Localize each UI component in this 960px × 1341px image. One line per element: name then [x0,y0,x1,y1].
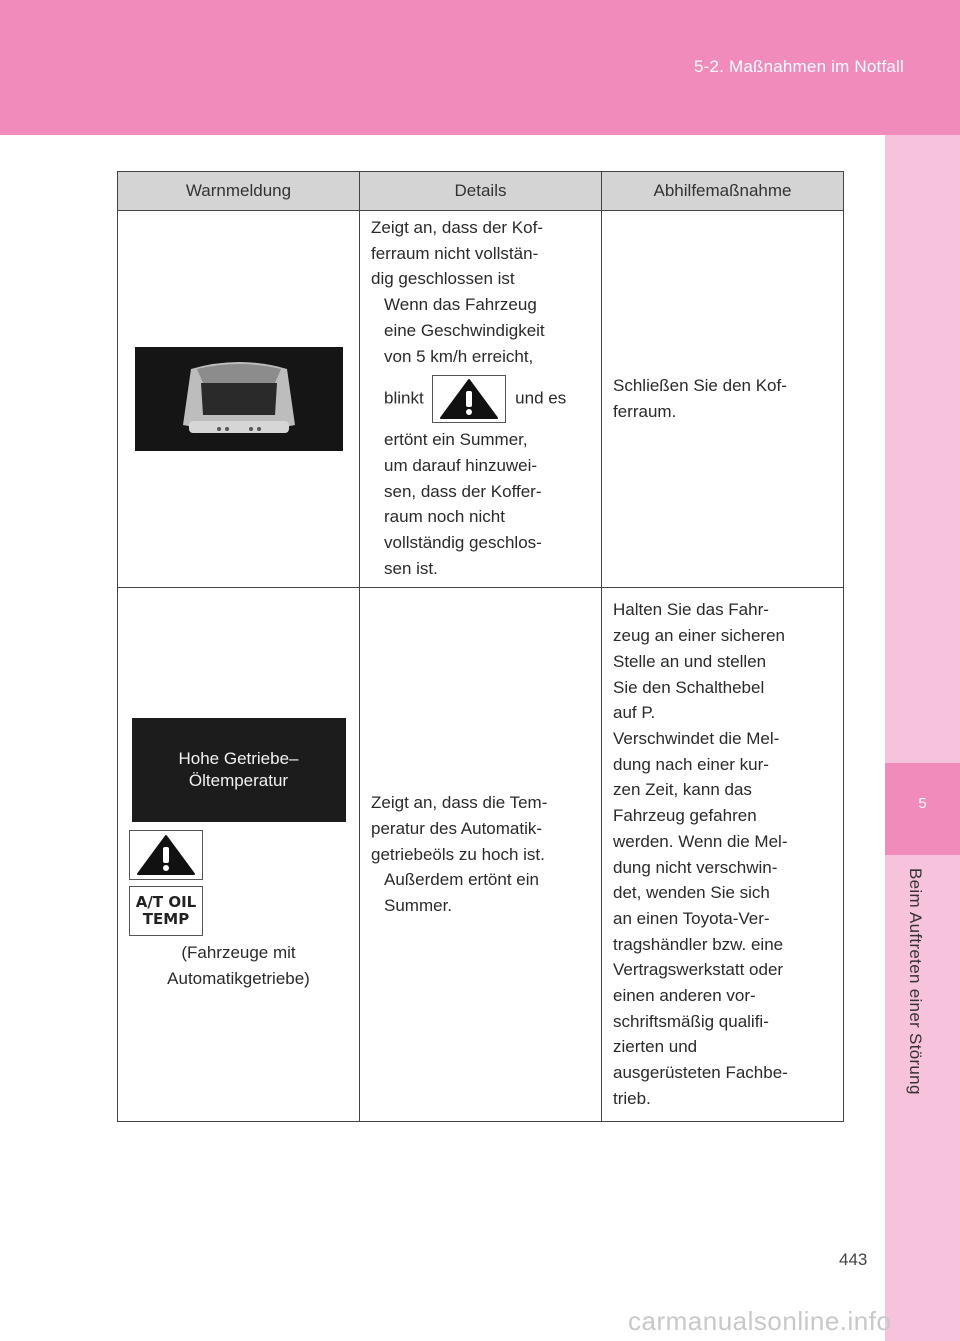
action-line: Schließen Sie den Kof- [613,376,787,396]
blinkt-text: blinkt [384,388,424,408]
details-line: vollständig geschlos- [384,533,542,553]
action-line: auf P. [613,703,656,723]
action-line: schriftsmäßig qualifi- [613,1011,769,1031]
details-line: Zeigt an, dass die Tem- [371,793,548,813]
details-subnote [371,292,591,581]
details-line: ertönt ein Summer, [384,430,528,450]
details-cell [360,588,602,1122]
footer-watermark: carmanualsonline.info [628,1306,892,1336]
column-header-details: Details [360,172,602,211]
details-line: ferraum nicht vollstän- [371,243,539,263]
action-line: Vertragswerkstatt oder [613,960,784,980]
action-line: ferraum. [613,402,677,421]
action-cell [602,588,844,1122]
temp-label: TEMP [142,909,190,928]
at-oil-label: A/T OIL [135,892,197,911]
table-header-row [118,172,844,211]
column-header-warnmeldung: Warnmeldung [118,172,360,211]
action-line: Halten Sie das Fahr- [613,600,769,620]
details-line: peratur des Automatik- [371,818,543,838]
warning-icons [119,830,358,936]
details-line: getriebeöls zu hoch ist. [371,844,545,864]
action-line: dung nach einer kur- [613,754,769,774]
chapter-number: 5 [918,795,927,812]
section-title: 5-2. Maßnahmen im Notfall [693,57,904,76]
details-line: Zeigt an, dass der Kof- [371,218,543,237]
display-line: Hohe Getriebe– [178,748,299,768]
warning-triangle-icon [129,830,203,880]
warning-triangle-icon [432,375,506,423]
action-line: einen anderen vor- [613,986,756,1006]
details-cell [360,211,602,588]
chapter-title: Beim Auftreten einer Störung [906,868,925,1095]
details-line: Wenn das Fahrzeug [384,295,537,315]
action-line: zeug an einer sicheren [613,626,786,646]
details-line: Außerdem ertönt ein [384,870,539,890]
action-line: zierten und [613,1037,698,1057]
caption [119,940,358,991]
details-subnote [371,867,591,918]
action-line: an einen Toyota-Ver- [613,908,770,928]
table-row [118,211,844,588]
warning-cell [118,211,360,588]
caption-line: Automatikgetriebe) [167,968,310,988]
action-line: trieb. [613,1088,651,1108]
action-line: Sie den Schalthebel [613,677,765,697]
action-line: zen Zeit, kann das [613,780,752,800]
und-es-text: und es [515,388,567,408]
details-line: sen, dass der Koffer- [384,481,542,501]
trunk-open-image [135,347,343,451]
action-line: ausgerüsteten Fachbe- [613,1063,788,1083]
details-line: sen ist. [384,558,438,578]
transmission-oil-display-image [132,718,346,822]
action-line: werden. Wenn die Mel- [613,831,788,851]
details-line: von 5 km/h erreicht, [384,346,534,366]
action-line: dung nicht verschwin- [613,857,778,877]
warning-message-table [117,171,844,1122]
details-line: Summer. [384,896,453,916]
caption-line: (Fahrzeuge mit [181,942,296,962]
page-number: 443 [839,1250,868,1269]
details-line: eine Geschwindigkeit [384,320,545,340]
table-row [118,588,844,1122]
column-header-abhilfe: Abhilfemaßnahme [602,172,844,211]
action-cell [602,211,844,588]
display-line: Öltemperatur [188,770,289,790]
warning-cell [118,588,360,1122]
action-line: Fahrzeug gefahren [613,806,757,826]
details-line: raum noch nicht [384,507,505,527]
action-line: det, wenden Sie sich [613,883,770,903]
action-line: Stelle an und stellen [613,651,767,671]
page-header [0,0,960,135]
blinkt-line [384,375,591,423]
details-line: dig geschlossen ist [371,269,515,289]
action-line: Verschwindet die Mel- [613,728,780,748]
chapter-sidebar [885,135,960,1341]
details-line: um darauf hinzuwei- [384,455,538,475]
at-oil-temp-icon [129,886,203,936]
action-line: tragshändler bzw. eine [613,934,784,954]
